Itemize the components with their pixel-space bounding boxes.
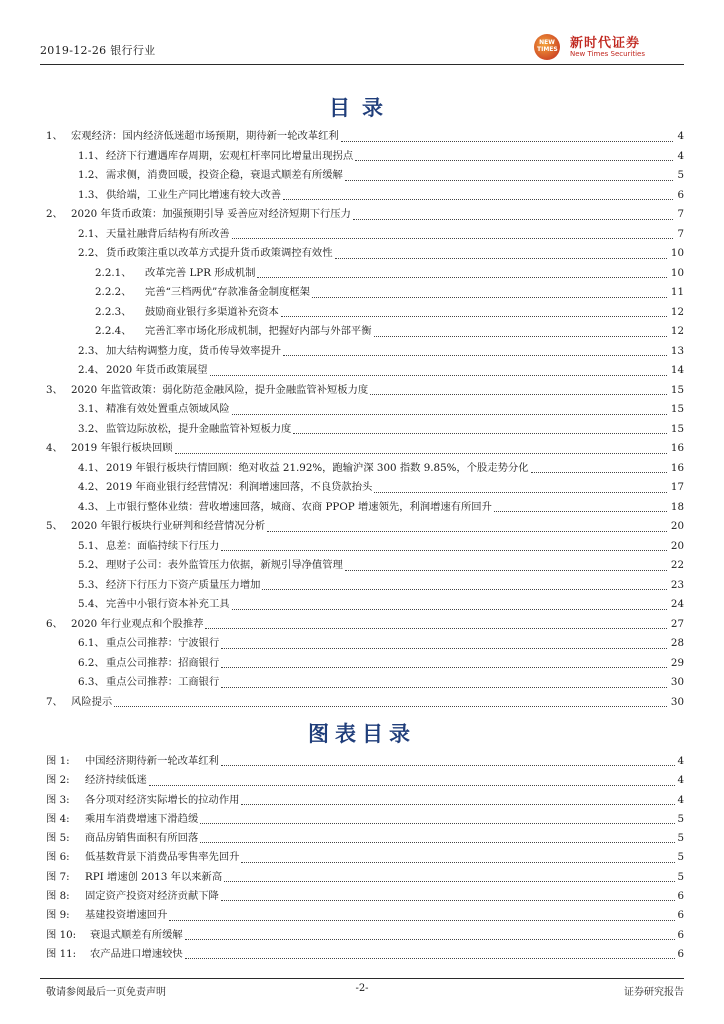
toc-entry[interactable] (40, 127, 684, 147)
toc-entry-page: 28 (669, 634, 684, 654)
toc-entry-page: 18 (669, 498, 684, 518)
toc-entry-number: 4、 (46, 442, 63, 454)
toc-entry-number: 2.3、 (78, 344, 105, 357)
toc-entry-label: 经济下行压力下资产质量压力增加 (106, 578, 261, 591)
toc-entry-page: 12 (669, 322, 684, 342)
figure-entry[interactable] (40, 829, 684, 848)
figure-leader-dots (241, 804, 675, 805)
figure-leader-dots (221, 900, 675, 901)
toc-entry-page: 16 (669, 439, 684, 459)
toc-entry-page: 15 (669, 420, 684, 440)
toc-entry[interactable] (40, 420, 684, 440)
figure-entry-number: 图 1: (46, 755, 70, 767)
toc-entry-number: 2.2.3、 (95, 305, 132, 318)
toc-entry[interactable] (40, 166, 684, 186)
figure-entry-page: 5 (677, 832, 684, 845)
figure-entry-page: 5 (677, 851, 684, 864)
toc-entry-number: 3、 (46, 383, 63, 396)
toc-entry-page: 11 (669, 283, 684, 303)
toc-leader-dots (221, 648, 667, 649)
toc-entry[interactable] (40, 537, 684, 557)
toc-leader-dots (221, 687, 667, 688)
figure-entry[interactable] (40, 771, 684, 790)
toc-entry[interactable] (40, 634, 684, 654)
brand-name-en: New Times Securities (570, 50, 645, 58)
company-logo (534, 30, 684, 66)
toc-leader-dots (221, 667, 667, 668)
toc-leader-dots (232, 238, 673, 239)
figure-entry-page: 6 (677, 909, 684, 922)
toc-entry-number: 6、 (46, 617, 63, 630)
figure-entry-number: 图 3: (46, 793, 70, 806)
figure-entry-number: 图 9: (46, 909, 70, 922)
toc-entry-label: 改革完善 LPR 形成机制 (145, 266, 256, 279)
toc-entry-label: 2020 年银行板块行业研判和经营情况分析 (71, 520, 266, 532)
figure-entry-number: 图 4: (46, 812, 70, 825)
figure-entry-page: 6 (677, 928, 684, 941)
toc-entry-label: 2020 年行业观点和个股推荐 (71, 617, 204, 630)
page-number: -2- (355, 983, 369, 994)
toc-leader-dots (353, 219, 673, 220)
toc-entry-label: 完善“三档两优”存款准备金制度框架 (145, 286, 310, 298)
figure-entry-label: 中国经济期待新一轮改革红利 (85, 755, 219, 767)
toc-entry-label: 天量社融背后结构有所改善 (106, 227, 230, 240)
toc-entry-page: 12 (669, 303, 684, 323)
toc-leader-dots (345, 570, 667, 571)
toc-leader-dots (335, 258, 667, 259)
toc-entry-label: 重点公司推荐：招商银行 (106, 656, 220, 669)
toc-entry-label: 精准有效处置重点领域风险 (106, 403, 230, 415)
toc-entry-number: 7、 (46, 695, 63, 708)
toc-entry-label: 风险提示 (71, 695, 113, 708)
toc-entry-label: 理财子公司：表外监管压力依据，新规引导净值管理 (106, 559, 343, 571)
toc-entry-number: 4.1、 (78, 461, 105, 474)
figure-entry-number: 图 5: (46, 832, 70, 845)
figure-list (40, 752, 684, 964)
toc-entry-label: 上市银行整体业绩：营收增速回落，城商、农商 PPOP 增速领先，利润增速有所回升 (106, 500, 492, 513)
toc-entry[interactable] (40, 361, 684, 381)
header-divider (40, 64, 684, 65)
figure-leader-dots (200, 842, 675, 843)
figure-entry[interactable] (40, 791, 684, 810)
toc-leader-dots (312, 297, 667, 298)
toc-leader-dots (262, 589, 667, 590)
toc-entry-page: 29 (669, 654, 684, 674)
toc-entry[interactable] (40, 459, 684, 479)
figure-leader-dots (185, 939, 675, 940)
figure-entry-page: 4 (677, 774, 684, 787)
figure-entry-number: 图 10: (46, 928, 77, 941)
toc-leader-dots (374, 492, 667, 493)
toc-entry-page: 4 (675, 147, 684, 167)
toc-entry-label: 完善汇率市场化形成机制，把握好内部与外部平衡 (145, 325, 372, 337)
toc-leader-dots (374, 336, 667, 337)
toc-entry-number: 2、 (46, 208, 63, 220)
toc-entry[interactable] (40, 283, 684, 303)
toc-leader-dots (283, 199, 673, 200)
figure-entry[interactable] (40, 945, 684, 964)
figure-entry-number: 图 11: (46, 947, 77, 960)
toc-entry[interactable] (40, 244, 684, 264)
toc-leader-dots (283, 355, 667, 356)
figures-title: 图表目录 (308, 721, 416, 746)
toc-entry-page: 20 (669, 517, 684, 537)
toc-leader-dots (175, 453, 667, 454)
toc-entry[interactable] (40, 322, 684, 342)
toc-entry[interactable] (40, 186, 684, 206)
toc-entry-number: 5.2、 (78, 559, 105, 571)
toc-entry-page: 22 (669, 556, 684, 576)
toc-entry[interactable] (40, 264, 684, 284)
figure-entry[interactable] (40, 810, 684, 829)
toc-entry-label: 重点公司推荐：宁波银行 (106, 637, 220, 649)
figure-leader-dots (221, 765, 675, 766)
figure-entry-page: 4 (677, 755, 684, 767)
toc-entry-page: 17 (669, 478, 684, 498)
figure-leader-dots (149, 785, 675, 786)
toc-entry-label: 重点公司推荐：工商银行 (106, 676, 220, 688)
toc-entry[interactable] (40, 595, 684, 615)
toc-entry-label: 宏观经济：国内经济低迷超市场预期，期待新一轮改革红利 (71, 130, 339, 142)
toc-leader-dots (232, 609, 667, 610)
toc-leader-dots (341, 141, 673, 142)
toc-entry-page: 10 (669, 264, 684, 284)
toc-entry[interactable] (40, 693, 684, 713)
toc-entry-page: 5 (675, 166, 684, 186)
figure-entry[interactable] (40, 752, 684, 771)
toc-entry-label: 经济下行遭遇库存周期，宏观杠杆率同比增量出现拐点 (106, 149, 354, 162)
toc-leader-dots (232, 414, 667, 415)
toc-leader-dots (293, 433, 667, 434)
toc-entry-label: 完善中小银行资本补充工具 (106, 598, 230, 610)
table-of-contents (40, 127, 684, 712)
figure-entry-label: 乘用车消费增速下滑趋缓 (85, 812, 199, 825)
figure-entry[interactable] (40, 848, 684, 867)
toc-entry-page: 15 (669, 381, 684, 401)
toc-entry-page: 23 (669, 576, 684, 596)
toc-entry-label: 货币政策注重以改革方式提升货币政策调控有效性 (106, 247, 333, 259)
toc-entry-number: 2.2.1、 (95, 266, 132, 279)
toc-entry-label: 2020 年货币政策：加强预期引导 妥善应对经济短期下行压力 (71, 208, 351, 220)
figure-entry-label: 低基数背景下消费品零售率先回升 (85, 851, 240, 864)
header-date-section: 2019-12-26 银行行业 (40, 44, 156, 57)
toc-entry-label: 2019 年银行板块行情回顾：绝对收益 21.92%，跑输沪深 300 指数 9.85%，个股走势分化 (106, 461, 529, 474)
toc-entry-page: 10 (669, 244, 684, 264)
figure-entry-number: 图 8: (46, 890, 70, 903)
toc-leader-dots (257, 277, 667, 278)
figure-entry-label: 商品房销售面积有所回落 (85, 832, 199, 845)
figure-entry-label: 衰退式顺差有所缓解 (90, 928, 183, 941)
toc-entry-number: 5、 (46, 520, 63, 532)
toc-entry-number: 5.3、 (78, 578, 105, 591)
toc-entry-page: 30 (669, 693, 684, 713)
toc-entry-label: 加大结构调整力度，货币传导效率提升 (106, 344, 282, 357)
toc-entry-label: 2019 年银行板块回顾 (71, 442, 173, 454)
figure-entry-page: 5 (677, 812, 684, 825)
toc-entry-number: 4.3、 (78, 500, 105, 513)
figure-entry[interactable] (40, 868, 684, 887)
toc-leader-dots (370, 394, 667, 395)
toc-entry[interactable] (40, 342, 684, 362)
toc-entry-number: 3.1、 (78, 403, 105, 415)
toc-leader-dots (210, 375, 667, 376)
toc-entry[interactable] (40, 303, 684, 323)
figure-entry-page: 6 (677, 890, 684, 903)
figure-entry-label: 经济持续低迷 (85, 774, 147, 787)
toc-entry-page: 14 (669, 361, 684, 381)
toc-entry-number: 1.2、 (78, 169, 105, 181)
toc-entry-label: 鼓励商业银行多渠道补充资本 (145, 305, 279, 318)
toc-entry-page: 4 (675, 127, 684, 147)
toc-entry[interactable] (40, 576, 684, 596)
toc-entry-label: 2019 年商业银行经营情况：利润增速回落，不良贷款抬头 (106, 481, 373, 493)
figure-leader-dots (241, 862, 675, 863)
figure-leader-dots (185, 958, 675, 959)
toc-entry-page: 30 (669, 673, 684, 693)
toc-leader-dots (221, 550, 667, 551)
toc-entry[interactable] (40, 439, 684, 459)
toc-entry-label: 需求侧，消费回暖，投资企稳，衰退式顺差有所缓解 (106, 169, 343, 181)
figure-entry-page: 4 (677, 793, 684, 806)
toc-leader-dots (345, 180, 673, 181)
toc-leader-dots (205, 628, 667, 629)
toc-entry-page: 7 (675, 225, 684, 245)
toc-leader-dots (531, 472, 667, 473)
figure-leader-dots (200, 823, 675, 824)
toc-entry-number: 5.1、 (78, 539, 105, 552)
toc-entry-page: 20 (669, 537, 684, 557)
figure-leader-dots (169, 920, 675, 921)
figure-entry-label: 固定资产投资对经济贡献下降 (85, 890, 219, 903)
toc-entry-page: 16 (669, 459, 684, 479)
toc-entry[interactable] (40, 225, 684, 245)
toc-entry-number: 3.2、 (78, 422, 105, 435)
figure-entry-number: 图 7: (46, 870, 70, 883)
figure-entry-label: RPI 增速创 2013 年以来新高 (85, 870, 223, 883)
toc-entry-label: 2020 年货币政策展望 (106, 364, 208, 376)
logo-badge-text: NEW TIMES (537, 39, 558, 53)
toc-entry-page: 7 (675, 205, 684, 225)
toc-entry[interactable] (40, 205, 684, 225)
brand-name-cn: 新时代证券 (570, 36, 641, 51)
toc-entry-page: 13 (669, 342, 684, 362)
figure-entry[interactable] (40, 926, 684, 945)
toc-entry[interactable] (40, 615, 684, 635)
toc-entry-number: 1.1、 (78, 149, 105, 162)
toc-entry-number: 2.2.2、 (95, 286, 132, 298)
figure-entry-number: 图 2: (46, 774, 70, 787)
toc-entry-number: 2.2.4、 (95, 325, 132, 337)
toc-entry[interactable] (40, 498, 684, 518)
toc-entry[interactable] (40, 654, 684, 674)
toc-entry[interactable] (40, 556, 684, 576)
footer-report-type: 证券研究报告 (624, 987, 684, 998)
figure-entry-label: 各分项对经济实际增长的拉动作用 (85, 793, 240, 806)
toc-leader-dots (114, 706, 667, 707)
toc-entry-page: 27 (669, 615, 684, 635)
figure-entry[interactable] (40, 906, 684, 925)
toc-entry-number: 1、 (46, 130, 63, 142)
toc-leader-dots (281, 316, 667, 317)
figure-leader-dots (224, 881, 675, 882)
footer-disclaimer: 敬请参阅最后一页免责声明 (46, 987, 166, 998)
toc-entry-number: 6.1、 (78, 637, 105, 649)
toc-entry[interactable] (40, 147, 684, 167)
figure-entry-number: 图 6: (46, 851, 70, 864)
figure-entry-page: 6 (677, 947, 684, 960)
toc-entry[interactable] (40, 400, 684, 420)
toc-entry[interactable] (40, 517, 684, 537)
toc-entry-label: 息差：面临持续下行压力 (106, 539, 220, 552)
figure-entry-label: 基建投资增速回升 (85, 909, 168, 922)
toc-entry-number: 2.1、 (78, 227, 105, 240)
toc-entry-number: 2.4、 (78, 364, 105, 376)
figure-entry[interactable] (40, 887, 684, 906)
figure-entry-label: 农产品进口增速较快 (90, 947, 183, 960)
toc-entry-number: 6.3、 (78, 676, 105, 688)
toc-entry[interactable] (40, 381, 684, 401)
toc-entry-label: 2020 年监管政策：弱化防范金融风险，提升金融监管补短板力度 (71, 383, 369, 396)
toc-entry[interactable] (40, 673, 684, 693)
toc-entry-number: 5.4、 (78, 598, 105, 610)
toc-leader-dots (355, 160, 673, 161)
toc-entry-label: 供给端，工业生产同比增速有较大改善 (106, 188, 282, 201)
toc-title: 目录 (329, 95, 395, 120)
toc-entry-page: 15 (669, 400, 684, 420)
toc-entry-label: 监管边际放松，提升金融监管补短板力度 (106, 422, 292, 435)
toc-entry[interactable] (40, 478, 684, 498)
toc-entry-number: 6.2、 (78, 656, 105, 669)
toc-entry-page: 6 (675, 186, 684, 206)
footer-divider (40, 978, 684, 979)
toc-leader-dots (494, 511, 667, 512)
toc-entry-number: 4.2、 (78, 481, 105, 493)
toc-leader-dots (267, 531, 667, 532)
toc-entry-page: 24 (669, 595, 684, 615)
figure-entry-page: 5 (677, 870, 684, 883)
toc-entry-number: 2.2、 (78, 247, 105, 259)
toc-entry-number: 1.3、 (78, 188, 105, 201)
